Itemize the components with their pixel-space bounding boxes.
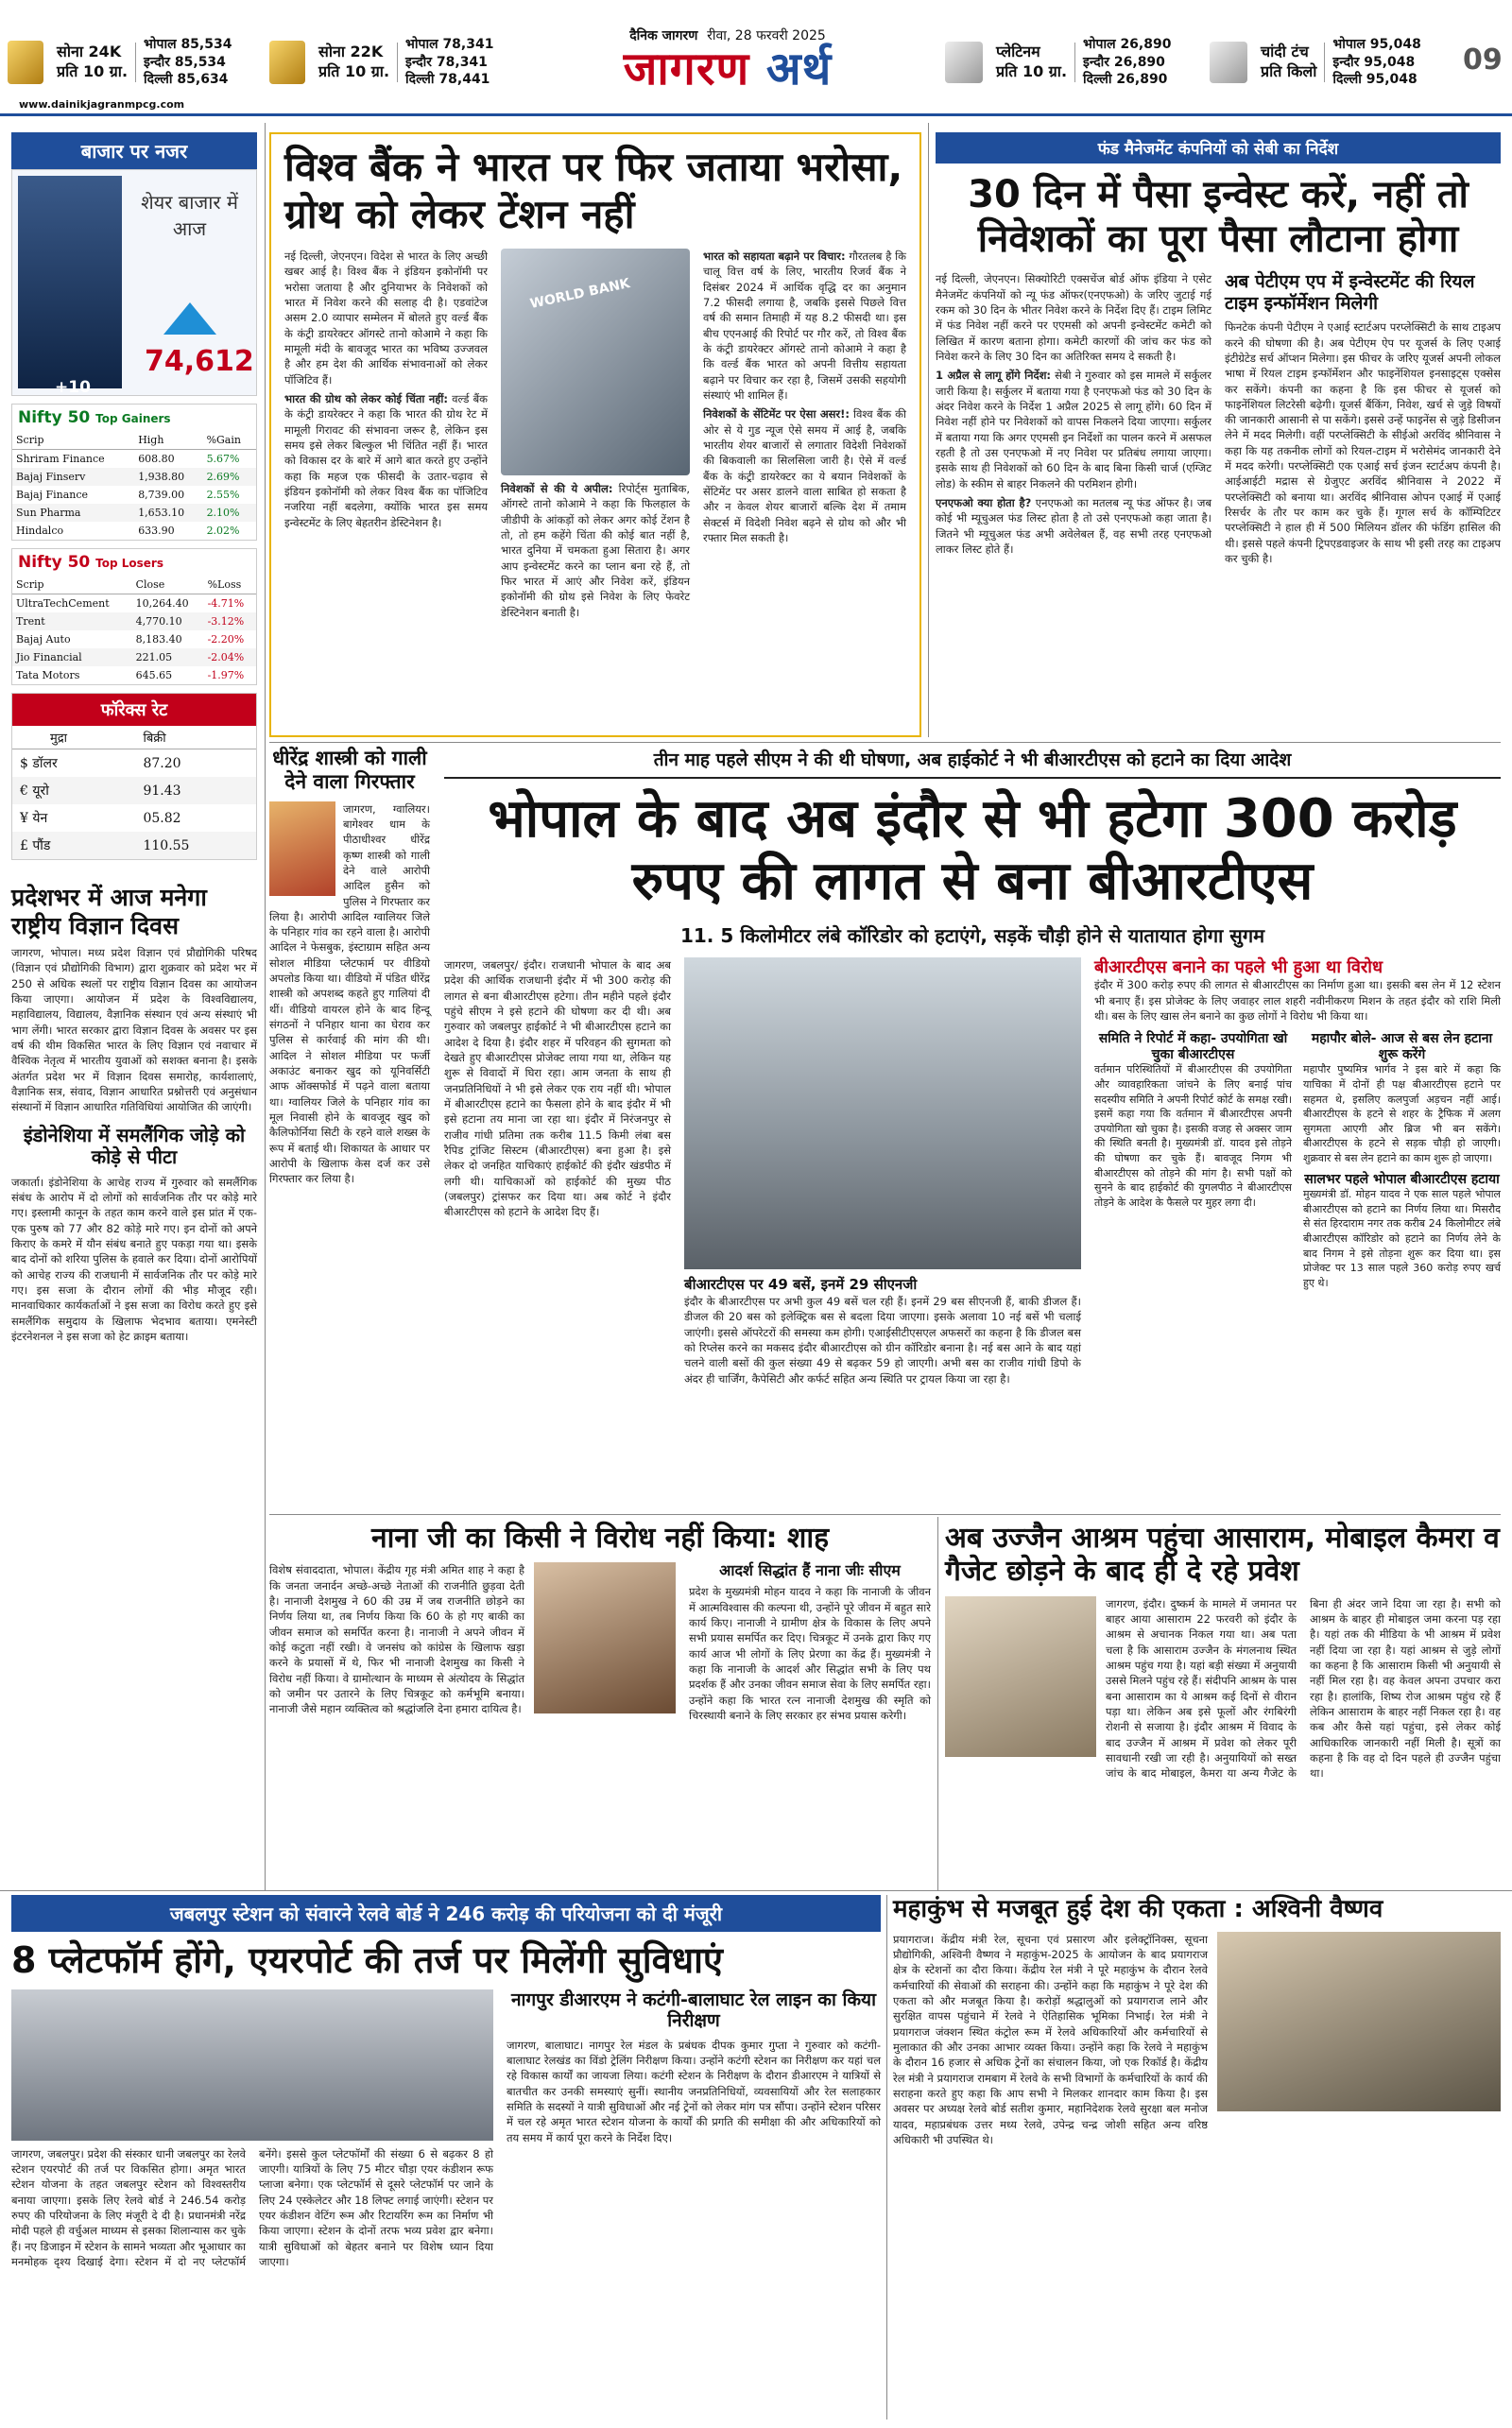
story-body: जागरण, भोपाल। मध्य प्रदेश विज्ञान एवं प्रौद्योगिकी परिषद (विज्ञान एवं प्रौद्योगिकी विभाग) द्वारा शुक्रवार को प्रदेश भर में 250 से अधिक स्थलों पर राष्ट्रीय विज्ञान दिवस का आयोजन किया जाएगा। आयोजन में प्रदेश के विश्वविद्यालय, महाविद्यालय, विद्यालय, वैज्ञानिक संस्थान एवं अन्य संस्थाएं भी भाग लेंगी। भारत सरकार द्वारा विज्ञान दिवस के अवसर पर इस वर्ष की थीम विकसित भारत के लिए विज्ञान एवं नवाचार में वैश्विक नेतृत्व में भारतीय युवाओं को सशक्त बनाना है। इसके अंतर्गत प्रदेश भर में विज्ञान दिवस समारोह, कार्यशालाएं, वैज्ञानिक सत्र, संवाद, विज्ञान आधारित प्रश्नोत्तरी एवं अनुसंधान संस्थानों में विज्ञान आधारित गतिविधियां आयोजित की जाएंगी। xyxy=(11,946,257,1114)
currency: € यूरो xyxy=(12,777,139,804)
story-body: जागरण, जबलपुर। प्रदेश की संस्कार धानी जबलपुर का रेलवे स्टेशन एयरपोर्ट की तर्ज पर विकसित होगा। अमृत भारत स्टेशन योजना के तहत जबलपुर स्टेशन को विश्वस्तरीय बनाया जाएगा। इसके लिए रेलवे बोर्ड ने 246.54 करोड़ रुपए की परियोजना के लिए मंजूरी दे दी है। प्रधानमंत्री नरेंद्र मोदी पहले ही वर्चुअल माध्यम से इसका शिलान्यास कर चुके हैं। नए डिजाइन में स्टेशन के सामने भव्यता और भूआधार का मनमोहक दृश्य दिखाई देगा। स्टेशन में दो नए प्लेटफॉर्म बनेंगे। इससे कुल प्लेटफॉर्मों की संख्या 6 से बढ़कर 8 हो जाएगी। यात्रियों के लिए 75 मीटर चौड़ा एयर कंडीशन रूफ प्लाजा बनेगा। एक प्लेटफॉर्म से दूसरे प्लेटफॉर्म पर जाने के लिए 24 एस्केलेटर और 18 लिफ्ट लगाई जाएंगी। स्टेशन पर एयर कंडीशन वेटिंग रूम और रिटायरिंग रूम का निर्माण भी किया जाएगा। स्टेशन के दोनों तरफ भव्य प्रवेश द्वार बनेगा। यात्री सुविधाओं को बेहतर बनाने पर विशेष ध्यान दिया जाएगा। xyxy=(11,2146,493,2269)
story-body: विशेष संवाददाता, भोपाल। केंद्रीय गृह मंत्री अमित शाह ने कहा है कि जनता जनार्दन अच्छे-अच्छे नेताओं की राजनीति छुड़वा देती है। नानाजी देशमुख ने 60 की उम्र में जब राजनीति छोड़ने का निर्णय लिया था, तब निर्णय किया कि 60 के हो गए बाकी का जीवन समाज को समर्पित करना है। नानाजी ने अपने जीवन में कोई कटुता नहीं रखी। वे जनसंघ को कांग्रेस के खिलाफ खड़ा करने के प्रयासों में थे, फिर भी नानाजी देशमुख का किसी ने विरोध नहीं किया। वे ग्रामोत्थान के माध्यम से अंत्योदय के सिद्धांत को जमीन पर उतारने के लिए चित्रकूट को कर्मभूमि बनाया। नानाजी जैसे महान व्यक्तित्व को श्रद्धांजलि देना हमारा दायित्व है। xyxy=(269,1563,524,1716)
worldbank-story xyxy=(269,132,921,737)
metal-rate: दिल्ली 78,441 xyxy=(405,72,490,88)
brts-story xyxy=(444,747,1501,1512)
currency: $ डॉलर xyxy=(20,756,58,771)
story-headline: नाना जी का किसी ने विरोध नहीं किया: शाह xyxy=(370,1522,830,1555)
story-kicker: तीन माह पहले सीएम ने की थी घोषणा, अब हाईकोर्ट ने भी बीआरटीएस को हटाने का दिया आदेश xyxy=(444,747,1501,779)
brts-box xyxy=(1303,1031,1501,1290)
cell: Shriram Finance xyxy=(16,453,105,465)
losers-title: Nifty 50 xyxy=(18,553,91,572)
metal-rate: इन्दौर 78,341 xyxy=(405,54,488,70)
metal-unit: प्रति 10 ग्रा. xyxy=(57,62,129,80)
story-column xyxy=(1094,957,1501,1386)
metal-rate: इन्दौर 26,890 xyxy=(1083,54,1165,70)
story-headline: 30 दिन में पैसा इन्वेस्ट करें, नहीं तो निवेशकों का पूरा पैसा लौटाना होगा xyxy=(968,173,1469,262)
gainers-title: Nifty 50 xyxy=(18,408,91,427)
story-column xyxy=(689,1562,931,1723)
metal-label: प्लेटिनम xyxy=(996,43,1040,61)
shastri-story xyxy=(269,747,430,1503)
market-sidebar xyxy=(11,132,257,860)
metal-rate: भोपाल 85,534 xyxy=(144,36,232,52)
col-header: मुद्रा xyxy=(12,726,139,749)
gainers-subtitle: Top Gainers xyxy=(95,412,171,425)
story-column xyxy=(703,249,906,620)
brts-photo xyxy=(684,957,1081,1269)
story-body: जागरण, बालाघाट। नागपुर रेल मंडल के प्रबंधक दीपक कुमार गुप्ता ने गुरुवार को कटंगी-बालाघाट रेलखंड का विंडो ट्रेलिंग निरीक्षण किया। उन्होंने कटंगी स्टेशन का निरीक्षण कर यहां चल रहे विकास कार्यों का जायजा लिया। कटंगी स्टेशन के निरीक्षण के दौरान डीआरएम ने यात्रियों से बातचीत कर उनकी समस्याएं सुनीं। स्थानीय जनप्रतिनिधियों, व्यवसायियों और रेल सलाहकार समिति के सदस्यों ने यात्री सुविधाओं और नई ट्रेनों को लेकर मांग पत्र सौंपा। उन्होंने स्टेशन परिसर में चल रहे अमृत भारत स्टेशन योजना के कार्यों की प्रगति की समीक्षा की और अधिकारियों को तय समय में कार्य पूरा करने के निर्देश दिए। xyxy=(507,2038,881,2144)
story-kicker: जबलपुर स्टेशन को संवारने रेलवे बोर्ड ने 246 करोड़ की परियोजना को दी मंजूरी xyxy=(11,1895,881,1932)
bull-image xyxy=(18,176,122,388)
story-column xyxy=(269,1562,676,1723)
box-title: सालभर पहले भोपाल बीआरटीएस हटाया xyxy=(1304,1171,1500,1187)
table-row xyxy=(12,594,256,613)
cell: -2.04% xyxy=(204,648,256,666)
table-row xyxy=(12,777,256,804)
platinum-bar-icon xyxy=(945,42,983,83)
table-row xyxy=(12,648,256,666)
shah-story xyxy=(269,1522,931,1895)
side-headline: बीआरटीएस बनाने का पहले भी हुआ था विरोध xyxy=(1094,957,1383,978)
cell: 4,770.10 xyxy=(132,612,204,630)
sensex-value: 74,612 xyxy=(145,345,254,378)
metal-rate: दिल्ली 85,634 xyxy=(144,72,229,88)
story-body: सेबी ने गुरुवार को इस मामले में सर्कुलर जारी किया है। सर्कुलर में बताया गया है एनएफओ फंड को 30 दिन के अंदर निवेश करने के निर्देश 1 अप्रैल 2025 से लागू होंगे। 60 दिन में निवेश नहीं होने पर निवेशकों को वापस निकलने दिया जाएगा। सर्कुलर में बताया गया कि अगर एएमसी इन निर्देशों का पालन करने में असफल रहती है तो उस एनएफओ में नए निवेश पर प्रतिबंध लगाया जाएगा। इसके साथ ही निवेशकों को 60 दिन के बाद बिना किसी चार्ज (एग्जिट लोड) के स्कीम से बाहर निकलने की परमिशन होगी। xyxy=(936,369,1211,491)
metal-unit: प्रति 10 ग्रा. xyxy=(318,62,390,80)
jabalpur-story xyxy=(11,1895,881,2419)
story-body: जागरण, जबलपुर/ इंदौर। राजधानी भोपाल के बाद अब प्रदेश की आर्थिक राजधानी इंदौर में भी 300 करोड़ की लागत से बना बीआरटीएस हटेगा। तीन महीने पहले इंदौर पहुंचे सीएम ने इसे हटाने की घोषणा कर दी थी। अब गुरुवार को जबलपुर हाईकोर्ट ने भी बीआरटीएस हटाने का आदेश दे दिया है। इंदौर शहर में परिवहन की सुगमता को देखते हुए बीआरटीएस प्रोजेक्ट लाया गया था, लेकिन यह शुरू से विवादों में घिरा रहा। आम जनता के साथ ही जनप्रतिनिधियों ने भी इसे लेकर एक राय नहीं थी। भोपाल में बीआरटीएस हटाने का फैसला होने के बाद इंदौर में भी इसे हटाना तय माना जा रहा था। इंदौर में निरंजनपुर से राजीव गांधी प्रतिमा तक करीब 11.5 किमी लंबा बस रैपिड ट्रांजिट सिस्टम (बीआरटीएस) बना हुआ है। इसे लेकर दो जनहित याचिकाएं हाईकोर्ट की इंदौर खंडपीठ में लगी थी। याचिकाओं को हाईकोर्ट की मुख्य पीठ (जबलपुर) ट्रांसफर कर दिया था। अब कोर्ट ने इंदौर बीआरटीएस को हटाने के आदेश दिए हैं। xyxy=(444,958,671,1219)
column-rule xyxy=(265,123,266,1890)
story-subhead: भारत को सहायता बढ़ाने पर विचार: xyxy=(703,250,846,264)
section-rule xyxy=(269,1514,1501,1515)
cell: 8,739.00 xyxy=(138,489,185,501)
table-row xyxy=(12,522,256,540)
up-arrow-icon xyxy=(163,302,216,335)
cell: 10,264.40 xyxy=(135,597,189,610)
brts-box xyxy=(1094,1031,1292,1290)
story-subhead: निवेशकों के सेंटिमेंट पर ऐसा असर!: xyxy=(703,407,850,422)
website: www.dainikjagranmpcg.com xyxy=(19,98,185,111)
metal-rate-silver xyxy=(1210,28,1421,96)
cell: Hindalco xyxy=(16,525,64,537)
currency: ¥ येन xyxy=(20,811,48,826)
station-photo xyxy=(11,1989,493,2141)
metal-label: सोना 22K xyxy=(318,43,384,61)
story-body: प्रयागराज। केंद्रीय मंत्री रेल, सूचना एवं प्रसारण और इलेक्ट्रॉनिक्स, सूचना प्रौद्योगिकी, अश्विनी वैष्णव ने महाकुंभ-2025 के आयोजन के बाद प्रयागराज क्षेत्र के स्टेशनों का दौरा किया। केंद्रीय रेल मंत्री ने पूरे महाकुंभ के दौरान रेलवे कर्मचारियों की सेवाओं की सराहना की। उन्होंने कहा कि महाकुंभ ने पूरे देश की एकता को और मजबूत किया है। करोड़ों श्रद्धालुओं को प्रयागराज लाने और सुरक्षित वापस पहुंचाने में रेलवे ने ऐतिहासिक भूमिका निभाई। रेल मंत्री ने प्रयागराज जंक्शन स्थित कंट्रोल रूम में रेलवे अधिकारियों और कर्मचारियों से मुलाकात की और उनका आभार व्यक्त किया। उन्होंने कहा कि रेलवे ने महाकुंभ के दौरान 16 हजार से अधिक ट्रेनों का संचालन किया, जो एक रिकॉर्ड है। केंद्रीय रेल मंत्री ने प्रयागराज रामबाग में रेलवे के सभी विभागों के कर्मचारियों के कार्य की सराहना करते हुए कहा कि आप सभी ने मिलकर शानदार काम किया है। इस अवसर पर अध्यक्ष रेलवे बोर्ड सतीश कुमार, महानिदेशक रेलवे सुरक्षा बल मनोज यादव, महाप्रबंधक उत्तर मध्य रेलवे, उपेन्द्र चन्द्र जोशी सहित अन्य वरिष्ठ अधिकारी भी उपस्थित थे। xyxy=(893,1932,1208,2146)
masthead-rule xyxy=(0,113,1512,116)
cell: -1.97% xyxy=(207,669,245,681)
cell: Bajaj Finserv xyxy=(12,468,134,486)
rate: 05.82 xyxy=(143,810,181,826)
kumbh-story xyxy=(893,1895,1501,2419)
story-column xyxy=(1225,271,1501,566)
asaram-story xyxy=(945,1522,1501,1895)
story-body: जागरण, इंदौर। दुष्कर्म के मामले में जमानत पर बाहर आया आसाराम 22 फरवरी को इंदौर के आश्रम से अचानक निकल गया था। अब पता चला है कि आसाराम उज्जैन के मंगलनाथ स्थित आश्रम पहुंच गया है। यहां बड़ी संख्या में अनुयायी उससे मिलने पहुंच रहे हैं। संदीपनि आश्रम के पास बना आसाराम का ये आश्रम कई दिनों से वीरान पड़ा था। लेकिन अब इसे फूलों और रंगबिरंगी रोशनी से सजाया है। इंदौर आश्रम में विवाद के बाद उज्जैन में आश्रम में प्रवेश को लेकर पूरी सावधानी रखी जा रही है। अनुयायियों को सख्त जांच के बाद मोबाइल, कैमरा या अन्य गैजेट के बिना ही अंदर जाने दिया जा रहा है। सभी को आश्रम के बाहर ही मोबाइल जमा करना पड़ रहा है। यहां तक की मीडिया के भी आश्रम में प्रवेश नहीं दिया जा रहा है। यहां आश्रम से जुड़े लोगों का कहना है कि आसाराम किसी भी अनुयायी से नहीं मिल रहा है। वह केवल अपना उपचार करा रहा है। हालांकि, शिष्य रोज आश्रम पहुंच रहे हैं लेकिन आसाराम के बाहर नहीं निकल रहा है। वह कब और कैसे यहां पहुंचा, इसे लेकर कोई आधिकारिक जानकारी नहीं मिली है। सूत्रों का कहना है कि वह दो दिन पहले ही उज्जैन पहुंचा था। xyxy=(1106,1596,1501,1781)
story-column xyxy=(501,249,690,620)
table-row xyxy=(12,612,256,630)
cell: 2.69% xyxy=(203,468,256,486)
story-deck: 11. 5 किलोमीटर लंबे कॉरिडोर को हटाएंगे, सड़कें चौड़ी होने से यातायात होगा सुगम xyxy=(679,924,1265,948)
quote-body: प्रदेश के मुख्यमंत्री मोहन यादव ने कहा कि नानाजी के जीवन में आत्मविश्वास की कल्पना थी, उन्होंने पूरे जीवन में बहुत सारे कार्य किए। नानाजी ने ग्रामीण क्षेत्र के विकास के लिए अपने सभी प्रयास समर्पित कर दिए। चित्रकूट में उनके द्वारा किए गए कार्य आज भी लोगों के लिए प्रेरणा का केंद्र हैं। मुख्यमंत्री ने कहा कि नानाजी के आदर्श और सिद्धांत सभी के लिए पथ प्रदर्शक हैं और उनका जीवन समाज सेवा के लिए समर्पित रहा। उन्होंने कहा कि भारत रत्न नानाजी देशमुख की स्मृति को चिरस्थायी बनाने के लिए सरकार हर संभव प्रयास करेगी। xyxy=(689,1585,931,1722)
cell: 1,653.10 xyxy=(134,504,202,522)
gold-bar-icon xyxy=(8,41,43,84)
table-row xyxy=(12,486,256,504)
photo-caption-title: बीआरटीएस पर 49 बसें, इनमें 29 सीएनजी xyxy=(684,1276,918,1294)
story-body: वर्ल्ड बैंक के कंट्री डायरेक्टर ने कहा कि भारत की ग्रोथ रेट में मामूली गिरावट की संभावना जरूर है, लेकिन इस समय इसे लेकर बिल्कुल भी चिंतित नहीं हैं। भारत को विकास दर के बारे में आगे बात करते हुए उन्होंने कहा कि महज एक फीसदी के उतार-चढ़ाव से इंडियन इकोनॉमी को लेकर विश्व बैंक का पॉजिटिव नजरिया नहीं बदलेगा, क्योंकि भारत इस समय इन्वेस्टमेंट के लिए बेहतरीन डेस्टिनेशन है। xyxy=(284,392,489,529)
metal-rate: दिल्ली 26,890 xyxy=(1083,72,1168,88)
column-rule xyxy=(937,1517,938,1890)
story-column xyxy=(444,957,671,1386)
image-label: WORLD BANK xyxy=(528,276,632,313)
story-column xyxy=(11,1989,493,2270)
story-headline: भोपाल के बाद अब इंदौर से भी हटेगा 300 करोड़ रुपए की लागत से बना बीआरटीएस xyxy=(488,788,1457,913)
cell: 608.80 xyxy=(138,453,175,465)
market-subtitle: शेयर बाजार में आज xyxy=(141,191,238,240)
photo-caption: इंदौर के बीआरटीएस पर अभी कुल 49 बसें चल रही हैं। इनमें 29 बस सीएनजी हैं, बाकी डीजल हैं। डीजल की 20 बस को इलेक्ट्रिक बस से बदला दिया जाएगा। इसके अलावा 10 नई बसें भी चलाई जाएंगी। इससे ऑपरेटरों की समस्या कम होगी। एआईसीटीएसएल अफसरों का कहना है कि डीजल बस को रिप्लेस करने का मकसद इंदौर बीआरटीएस को ग्रीन कॉरिडोर बनाना है। नई बस आने के बाद यहां चलने वाली बसों की कुल संख्या 49 से बढ़कर 59 हो जाएगी। अभी बस का राजीव गांधी डिपो के अंदर ही चार्जिंग, कैपेसिटी और कर्फर्ट सहित अन्य स्थिति पर ट्रायल किया जा रहा है। xyxy=(684,1295,1081,1386)
issue-date: रीवा, 28 फरवरी 2025 xyxy=(707,28,826,43)
masthead xyxy=(0,0,1512,111)
cell: 1,938.80 xyxy=(134,468,202,486)
story-subhead: एनएफओ क्या होता है? xyxy=(936,495,1032,509)
cell: 2.10% xyxy=(203,504,256,522)
section-rule xyxy=(0,1890,1512,1891)
story-body: विश्व बैंक की ओर से ये गुड न्यूज ऐसे समय में आई है, जबकि भारतीय शेयर बाजारों से लगातार विदेशी निवेशकों की बिकवाली का सिलसिला जारी है। ऐसे में वर्ल्ड बैंक के कंट्री डायरेक्टर का ये बयान निवेशकों के सेंटिमेंट पर असर डालने वाला साबित हो सकता है और न केवल शेयर बाजारों बल्कि देश में तमाम सेक्टर्स में विदेशी निवेश बढ़ने से ग्रोथ को और भी रफ्तार मिल सकती है। xyxy=(703,407,906,544)
box-title: समिति ने रिपोर्ट में कहा- उपयोगिता खो चुका बीआरटीएस xyxy=(1098,1031,1288,1062)
story-headline: 8 प्लेटफॉर्म होंगे, एयरपोर्ट की तर्ज पर मिलेंगी सुविधाएं xyxy=(11,1939,723,1981)
shah-photo xyxy=(534,1562,676,1713)
quote-title: आदर्श सिद्धांत हैं नाना जीः सीएम xyxy=(719,1561,901,1580)
story-subhead: भारत की ग्रोथ को लेकर कोई चिंता नहीं: xyxy=(284,392,448,406)
story-column xyxy=(284,249,488,620)
accused-photo xyxy=(269,801,335,896)
science-day-story xyxy=(11,884,257,1876)
table-row xyxy=(12,468,256,486)
box-body: वर्तमान परिस्थितियों में बीआरटीएस की उपयोगिता और व्यावहारिकता जांचने के लिए बनाई पांच सदस्यीय समिति ने अपनी रिपोर्ट कोर्ट के समक्ष रखी। इसमें कहा गया कि वर्तमान में बीआरटीएस अपनी उपयोगिता खो चुका है। इसकी वजह से अक्सर जाम की स्थिति बनती है। मुख्यमंत्री डॉ. यादव इसे तोड़ने की घोषणा कर चुके हैं। बावजूद निगम भी बीआरटीएस को तोड़ने की मांग है। सभी पक्षों को सुनने के बाद हाईकोर्ट की युगलपीठ ने बीआरटीएस तोड़ने के आदेश के फैसले पर मुहर लगा दी। xyxy=(1094,1063,1292,1209)
col-header: High xyxy=(134,431,202,450)
metal-label: सोना 24K xyxy=(57,43,122,61)
sensex-change: +10 xyxy=(55,378,91,397)
table-row xyxy=(12,832,256,859)
col-header: Scrip xyxy=(12,576,132,594)
story-body: एनएफओ का मतलब न्यू फंड ऑफर है। जब कोई भी म्यूचुअल फंड लिस्ट होता है तो उसे एनएफओ कहा जाता है। जितने भी म्यूचुअल फंड अभी अवेलेबल हैं, वह सभी तरह एनएफओ लाकर लिस्ट होते हैं। xyxy=(936,495,1212,556)
cell: 5.67% xyxy=(206,453,240,465)
logo-arth: अर्थ xyxy=(765,43,833,95)
rate: 87.20 xyxy=(143,755,181,771)
col-header: Close xyxy=(132,576,204,594)
metal-unit: प्रति 10 ग्रा. xyxy=(996,62,1068,80)
story-headline: अब उज्जैन आश्रम पहुंचा आसाराम, मोबाइल कैमरा व गैजेट छोड़ने के बाद ही दे रहे प्रवेश xyxy=(945,1522,1500,1589)
story-headline: इंडोनेशिया में समलैंगिक जोड़े को कोड़े से पीटा xyxy=(23,1123,246,1169)
metal-rate: इन्दौर 95,048 xyxy=(1332,54,1416,70)
page-number: 09 xyxy=(1463,43,1503,77)
cell: 633.90 xyxy=(138,525,175,537)
metal-rate: भोपाल 26,890 xyxy=(1083,36,1172,52)
cell: 2.02% xyxy=(206,525,240,537)
table-row xyxy=(12,666,256,684)
gainers-table xyxy=(11,404,257,541)
box-body: महापौर पुष्यमित्र भार्गव ने इस बारे में कहा कि याचिका में दोनों ही पक्ष बीआरटीएस हटाने पर सहमत थे, इसलिए कलपुर्जा अड़चन नहीं आई। बीआरटीएस के हटने से शहर के ट्रैफिक में अलग सुगमता आएगी और ब्रिज भी बन सकेंगे। बीआरटीएस के हटने से सड़क चौड़ी हो जाएगी। शुक्रवार से बस लेन हटाने का काम शुरू हो जाएगा। xyxy=(1303,1063,1501,1165)
cell: 2.55% xyxy=(206,489,240,501)
table-row xyxy=(12,504,256,522)
column-rule xyxy=(928,123,929,737)
logo-jagran: जागरण xyxy=(623,43,750,95)
table-row xyxy=(12,450,256,469)
cell: 221.05 xyxy=(132,648,204,666)
column-rule xyxy=(886,1895,887,2419)
metal-unit: प्रति किलो xyxy=(1261,62,1317,80)
story-headline: प्रदेशभर में आज मनेगा राष्ट्रीय विज्ञान दिवस xyxy=(11,884,207,939)
col-header: %Gain xyxy=(203,431,256,450)
sub-headline: नागपुर डीआरएम ने कटंगी-बालाघाट रेल लाइन का किया निरीक्षण xyxy=(511,1989,876,2032)
cell: UltraTechCement xyxy=(16,597,110,610)
brand-line: दैनिक जागरण xyxy=(629,28,698,43)
story-body: जकार्ता। इंडोनेशिया के आचेह राज्य में गुरुवार को समलैंगिक संबंध के आरोप में दो लोगों को सार्वजनिक तौर पर कोड़े मारे गए। इस्लामी कानून के तहत काम करने वाले इस प्रांत में एक-एक पुरुष को 77 और 82 कोड़े मारे गए। इन दोनों को अपने किराए के कमरे में यौन संबंध बनाते हुए पकड़ा गया था। इसके बाद दोनों को शरिया पुलिस के हवाले कर दिया। दोनों आरोपियों को आचेह राज्य की राजधानी में सार्वजनिक तौर पर कोड़े मारे गए। इस सजा के दौरान लोगों की भीड़ मौजूद रही। मानवाधिकार कार्यकर्ताओं ने इस सजा का विरोध करते हुए इसे समलैंगिक समुदाय के खिलाफ भेदभाव बताया। एमनेस्टी इंटरनेशनल ने इस सजा को हेट क्राइम बताया। xyxy=(11,1175,257,1344)
cell: 8,183.40 xyxy=(135,633,182,646)
side-body: इंदौर में 300 करोड़ रुपए की लागत से बीआरटीएस का निर्माण हुआ था। इसकी बस लेन में 12 स्टेशन भी बनाए हैं। इस प्रोजेक्ट के लिए जवाहर लाल शहरी नवीनीकरण मिशन के तहत इंदौर को राशि मिली थी। बस के लिए खास लेन बनाने का कुछ लोगों ने विरोध भी किया था। xyxy=(1094,978,1501,1024)
metal-rate-platinum xyxy=(945,28,1171,96)
story-body: जागरण, ग्वालियर। बागेश्वर धाम के पीठाधीश्वर धीरेंद्र कृष्ण शास्त्री को गाली देने वाले आरोपी आदिल हुसैन को पुलिस ने गिरफ्तार कर लिया है। आरोपी आदिल ग्वालियर जिले के पनिहार गांव का रहने वाला है। आरोपी आदिल ने फेसबुक, इंस्टाग्राम सहित अन्य सोशल मीडिया प्लेटफार्म पर वीडियो अपलोड किया था। वीडियो में पंडित धीरेंद्र शास्त्री को अपशब्द कहते हुए गालियां दी थीं। वीडियो वायरल होने के बाद हिन्दू संगठनों ने पनिहार थाना का घेराव कर पुलिस से कार्रवाई की मांग की थी। आदिल ने सोशल मीडिया पर फर्जी अकाउंट बनाकर खुद को यूनिवर्सिटी आफ ऑक्सफोर्ड में पढ़ने वाला बताया था। ग्वालियर जिले के पनिहार गांव का मूल निवासी होने के बावजूद खुद को कैलिफोर्निया सिटी के रहने वाले शख्स के रूप में बताई थी। शिकायत के आधार पर आरोपी के खिलाफ केस दर्ज कर उसे गिरफ्तार कर लिया है। xyxy=(269,801,430,1186)
cell: -2.20% xyxy=(207,633,245,646)
section-rule xyxy=(269,742,1501,743)
cell: Bajaj Auto xyxy=(16,633,71,646)
story-body: गौरतलब है कि चालू वित्त वर्ष के लिए, भारतीय रिजर्व बैंक ने दिसंबर 2024 में आर्थिक वृद्धि दर का अनुमान 7.2 फीसदी लगाया है, जबकि इससे पिछले वित्त वर्ष की समान तिमाही में यह 8.2 फीसदी था। इस बीच एएनआई की रिपोर्ट पर गौर करें, तो विश्व बैंक के कंट्री डायरेक्टर ऑगस्टे तानो कोआमे ने कहा है कि वर्ल्ड बैंक भारत को अपनी वित्तीय सहायता बढ़ाने पर विचार कर रहा है, जिसमें उसकी सहयोगी संस्थाएं भी शामिल हैं। xyxy=(703,250,906,403)
losers-subtitle: Top Losers xyxy=(95,557,163,570)
story-headline: विश्व बैंक ने भारत पर फिर जताया भरोसा, ग्रोथ को लेकर टेंशन नहीं xyxy=(284,144,903,237)
table-row xyxy=(12,630,256,648)
story-body: फिनटेक कंपनी पेटीएम ने एआई स्टार्टअप परप्लेक्सिटी के साथ टाइअप करने की घोषणा की है। अब पेटीएम ऐप पर यूजर्स के लिए एआई इंटीग्रेटेड सर्च ऑप्शन मिलेगा। इस फीचर के जरिए यूजर्स अपनी लोकल भाषा में रियल टाइम इन्फॉर्मेशन और फाइनेंशियल इनसाइट्स एक्सेस कर सकेंगे। कंपनी का कहना है कि इस फीचर से यूजर्स को फाइनेंशियल लिटरेसी बढ़ेगी। यूजर्स बैंकिंग, निवेश, खर्च से जुड़े विषयों की जानकारी आसानी से पा सकेंगे। इससे उन्हें फाइनेंस से जुड़े डिसीजन लेने में मदद मिलेगी। वहीं परप्लेक्सिटी के सीईओ अरविंद श्रीनिवास ने कहा कि यह तकनीक लोगों को रियल-टाइम में भरोसेमंद जानकारी देने में मदद करेगी। परप्लेक्सिटी एक एआई सर्च इंजन स्टार्टअप कंपनी है। आईआईटी मद्रास से ग्रेजुएट अरविंद श्रीनिवास ने 2022 में परप्लेक्सिटी को बनाया था। अरविंद श्रीनिवास ओपन एआई में एआई रिसर्चर के तौर पर काम कर चुके हैं। गूगल सर्च के कॉम्पिटिटर परप्लेक्सिटी ने हाल ही में 500 मिलियन डॉलर की फंडिंग हासिल की थी। इससे पहले कंपनी ट्रिपएडवाइजर के साथ भी इसी तरह का टाइअप कर चुकी है। xyxy=(1225,320,1501,566)
story-column xyxy=(684,957,1081,1386)
cell: Bajaj Finance xyxy=(16,489,89,501)
table-row xyxy=(12,749,256,778)
story-headline: धीरेंद्र शास्त्री को गाली देने वाला गिरफ्तार xyxy=(272,747,427,793)
masthead-center xyxy=(529,26,926,98)
cell: -4.71% xyxy=(207,597,245,610)
story-body: नई दिल्ली, जेएनएन। सिक्योरिटी एक्सचेंज बोर्ड ऑफ इंडिया ने एसेट मैनेजमेंट कंपनियों को न्यू फंड ऑफर(एनएफओ) के जरिए जुटाई गई रकम को 30 दिन के भीतर निवेश करने के निर्देश दिए हैं। टाइम लिमिट में फंड निवेश नहीं करने पर एएमसी को अपनी इन्वेस्टमेंट कमेटी को लिखित में कारण बताना होगा। कमेटी कारणों की जांच कर फंड को निवेश करने के लिए 30 दिन का अतिरिक्त समय दे सकती है। xyxy=(936,272,1211,364)
cell: Jio Financial xyxy=(12,648,132,666)
box-title: महापौर बोले- आज से बस लेन हटाना शुरू करेंगे xyxy=(1311,1031,1493,1062)
cell: Tata Motors xyxy=(16,669,80,681)
col-header: बिक्री xyxy=(139,726,256,749)
metal-rate: भोपाल 95,048 xyxy=(1332,36,1421,52)
metal-rate: इन्दौर 85,534 xyxy=(144,54,226,70)
losers-table xyxy=(11,548,257,685)
col-header: Scrip xyxy=(12,431,134,450)
story-subhead: 1 अप्रैल से लागू होंगे निर्देश: xyxy=(936,369,1052,383)
cell: Trent xyxy=(12,612,132,630)
metal-rate-gold24 xyxy=(8,28,232,96)
metal-rate-gold22 xyxy=(269,28,493,96)
market-title: बाजार पर नजर xyxy=(11,132,257,169)
box-body: मुख्यमंत्री डॉ. मोहन यादव ने एक साल पहले भोपाल बीआरटीएस को हटाने का निर्णय लिया था। मिसरौद से संत हिरदाराम नगर तक करीब 24 किलोमीटर लंबे बीआरटीएस कॉरिडोर को हटाने का निर्णय लेने के बाद निगम ने इसे तोड़ना शुरू कर दिया था। इस प्रोजेक्ट पर 13 साल पहले 360 करोड़ रुपए खर्च हुए थे। xyxy=(1303,1188,1501,1289)
story-column xyxy=(936,271,1211,566)
gold-bar-icon xyxy=(269,41,305,84)
rate: 110.55 xyxy=(139,832,256,859)
kumbh-photo xyxy=(1217,1932,1501,2111)
asaram-photo xyxy=(945,1596,1096,1757)
metal-rate: दिल्ली 95,048 xyxy=(1332,72,1418,88)
metal-label: चांदी टंच xyxy=(1261,43,1309,61)
story-subheadline: अब पेटीएम एप में इन्वेस्टमेंट की रियल टाइम इन्फॉर्मेशन मिलेगी xyxy=(1225,271,1475,314)
forex-table xyxy=(11,693,257,860)
col-header: %Loss xyxy=(204,576,256,594)
cell: 645.65 xyxy=(135,669,173,681)
story-body: नई दिल्ली, जेएनएन। विदेश से भारत के लिए अच्छी खबर आई है। विश्व बैंक ने इंडियन इकोनॉमी पर भरोसा जताया है और दुनियाभर के निवेशकों को भारत में निवेश करने की सलाह दी है। एडवांटेज असम 2.0 व्यापार सम्मेलन में बोलते हुए वर्ल्ड बैंक के कंट्री डायरेक्टर ऑगस्टे तानो कोआमे ने कहा कि मामूली मंदी के बावजूद भारत का भविष्य उज्जवल है और हम देश की आर्थिक संभावनाओं को लेकर पॉजिटिव हैं। xyxy=(284,250,488,387)
story-subhead: निवेशकों से की ये अपील: xyxy=(501,482,613,496)
worldbank-image xyxy=(501,249,690,475)
cell: -3.12% xyxy=(204,612,256,630)
silver-bar-icon xyxy=(1210,42,1247,83)
rate: 91.43 xyxy=(139,777,256,804)
sebi-story xyxy=(936,132,1501,737)
cell: Sun Pharma xyxy=(12,504,134,522)
story-kicker: फंड मैनेजमेंट कंपनियों को सेबी का निर्देश xyxy=(936,132,1501,164)
table-row xyxy=(12,804,256,832)
currency: £ पौंड xyxy=(12,832,139,859)
metal-rate: भोपाल 78,341 xyxy=(405,36,494,52)
story-column xyxy=(507,1989,881,2270)
story-headline: महाकुंभ से मजबूत हुई देश की एकता : अश्विनी वैष्णव xyxy=(893,1895,1383,1923)
story-body: रिपोर्ट्स मुताबिक, ऑगस्टे तानो कोआमे ने कहा कि फिलहाल के जीडीपी के आंकड़ों को लेकर अगर कोई टेंशन है तो, तो हम कहेंगे चिंता की कोई बात नहीं है, भारत दुनिया में चमकता हुआ सितारा है। अगर आप इन्वेस्टमेंट करने का प्लान बना रहे हैं, तो फिर भारत में आएं और निवेश करें, इंडियन इकोनॉमी की ग्रोथ इसे निवेश के लिए फेवरेट डेस्टिनेशन बनाती है। xyxy=(501,482,690,619)
forex-title: फॉरेक्स रेट xyxy=(12,694,256,726)
